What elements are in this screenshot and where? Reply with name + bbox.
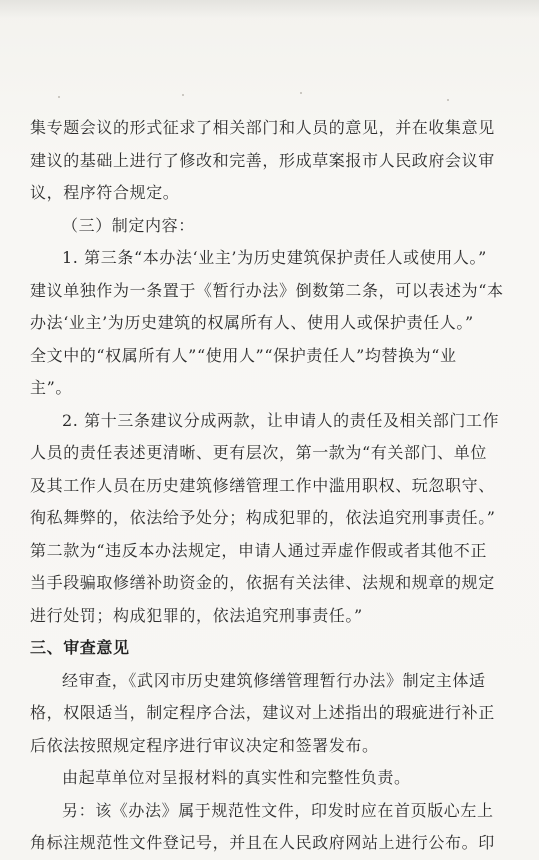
scan-shadow xyxy=(0,0,539,18)
section-heading: 三、审查意见 xyxy=(30,638,130,657)
scan-speck xyxy=(300,92,302,94)
scan-speck xyxy=(58,96,60,98)
body-line: 2. 第十三条建议分成两款，让申请人的责任及相关部门工作 xyxy=(62,410,500,430)
body-line: 全文中的“权属所有人”“使用人”“保护责任人”均替换为“业 xyxy=(30,345,457,365)
body-line: 及其工作人员在历史建筑修缮管理工作中滥用职权、玩忽职守、 xyxy=(30,475,495,495)
body-line: 经审查，《武冈市历史建筑修缮管理暂行办法》制定主体适 xyxy=(62,670,486,690)
subsection-heading: （三）制定内容： xyxy=(62,215,195,235)
body-line: 1. 第三条“本办法‘业主’为历史建筑保护责任人或使用人。” xyxy=(62,248,487,267)
body-line: 由起草单位对呈报材料的真实性和完整性负责。 xyxy=(62,768,411,787)
document-body xyxy=(30,112,514,860)
body-line: 后依法按照规定程序进行审议决定和签署发布。 xyxy=(30,735,379,755)
body-line: 徇私舞弊的，依法给予处分；构成犯罪的，依法追究刑事责任。” xyxy=(30,508,496,527)
body-line: 人员的责任表述更清晰、更有层次，第一款为“有关部门、单位 xyxy=(30,443,487,462)
scan-speck xyxy=(447,99,449,101)
body-line: 角标注规范性文件登记号，并且在人民政府网站上进行公布。印 xyxy=(30,833,495,852)
scan-speck xyxy=(182,94,184,96)
body-line: 另：该《办法》属于规范性文件，印发时应在首页版心左上 xyxy=(62,800,494,820)
body-line: 办法‘业主’为历史建筑的权属所有人、使用人或保护责任人。” xyxy=(30,313,474,332)
body-line: 集专题会议的形式征求了相关部门和人员的意见，并在收集意见 xyxy=(30,118,495,137)
body-line: 当手段骗取修缮补助资金的，依据有关法律、法规和规章的规定 xyxy=(30,573,495,592)
body-line: 格，权限适当，制定程序合法，建议对上述指出的瑕疵进行补正 xyxy=(30,703,495,722)
body-line: 建议单独作为一条置于《暂行办法》倒数第二条，可以表述为“本 xyxy=(30,280,504,300)
body-line: 主”。 xyxy=(30,378,72,397)
body-line: 第二款为“违反本办法规定，申请人通过弄虚作假或者其他不正 xyxy=(30,540,487,560)
body-line: 议，程序符合规定。 xyxy=(30,183,180,202)
body-line: 建议的基础上进行了修改和完善，形成草案报市人民政府会议审 xyxy=(30,150,495,170)
body-line: 进行处罚；构成犯罪的，依法追究刑事责任。” xyxy=(30,605,363,625)
